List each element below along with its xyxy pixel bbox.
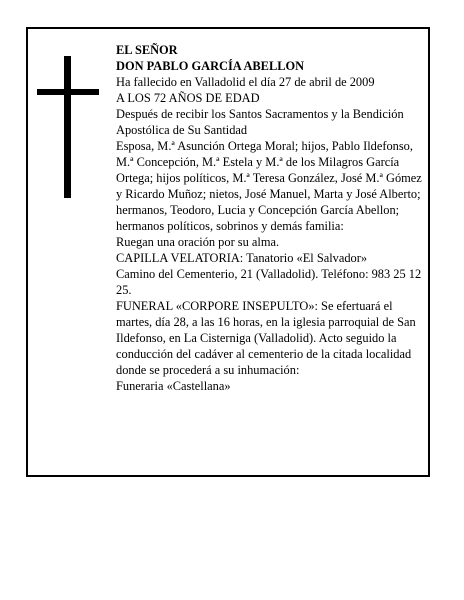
funeral-text: FUNERAL «CORPORE INSEPULTO»: Se efertuará el martes, día 28, a las 16 horas, en la iglesia parroquial de San Ildefonso, en La Cisterniga (Valladolid). Acto seguido la conducción del cadáver al cementerio de la citada localidad donde se procederá a su inhumación: xyxy=(116,299,416,377)
family-text: Esposa, M.ª Asunción Ortega Moral; hijos, Pablo Ildefonso, M.ª Concepción, M.ª Estela y M.ª de los Milagros García Ortega; hijos políticos, M.ª Teresa González, José M.ª Gómez y Ricardo Muñoz; nietos, José Manuel, Marta y José Alberto; hermanos, Teodoro, Lucia y Concepción García Abellon; hermanos políticos, sobrinos y demás familia: xyxy=(116,139,422,233)
funeral-home: Funeraria «Castellana» xyxy=(116,379,231,393)
obituary-notice xyxy=(26,27,430,477)
age-info: A LOS 72 AÑOS DE EDAD xyxy=(116,91,260,105)
chapel-line-1: CAPILLA VELATORIA: Tanatorio «El Salvador» xyxy=(116,251,368,265)
cross-horizontal-bar xyxy=(37,89,99,95)
sacraments-text: Después de recibir los Santos Sacramentos y la Bendición Apostólica de Su Santidad xyxy=(116,107,404,137)
deceased-name: DON PABLO GARCÍA ABELLON xyxy=(116,59,305,73)
death-info: Ha fallecido en Valladolid el día 27 de abril de 2009 xyxy=(116,75,375,89)
chapel-line-2: Camino del Cementerio, 21 (Valladolid). Teléfono: 983 25 12 25. xyxy=(116,267,422,297)
title-line-1: EL SEÑOR xyxy=(116,43,178,57)
cross-vertical-bar xyxy=(64,56,71,198)
cross-icon xyxy=(37,56,99,198)
obituary-text xyxy=(116,42,423,394)
prayer-text: Ruegan una oración por su alma. xyxy=(116,235,280,249)
